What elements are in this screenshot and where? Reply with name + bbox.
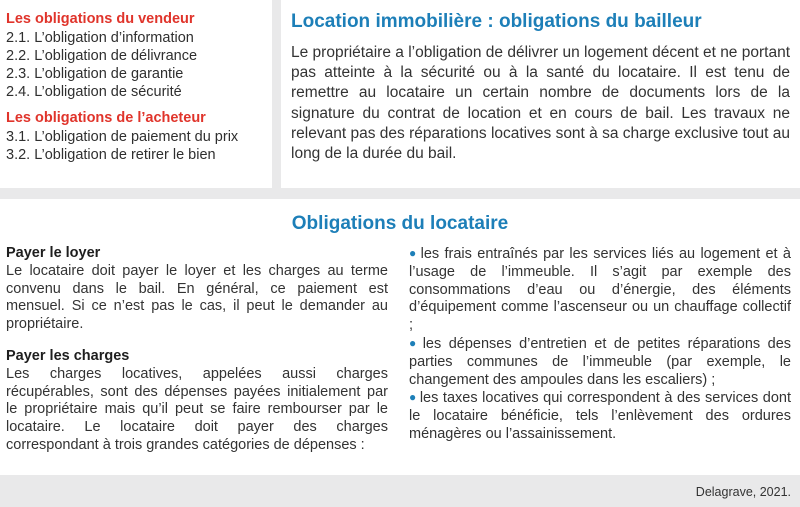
charges-text: Les charges locatives, appelées aussi charges récupérables, sont des dépenses payées initialement par le propriétaire mais qu’il peut se faire rembourser par le locataire. Le locataire doit payer des charges correspondant à trois grandes catégories de dépenses : <box>6 365 388 453</box>
charges-heading: Payer les charges <box>6 347 130 364</box>
locataire-left-column <box>6 245 388 455</box>
loyer-text: Le locataire doit payer le loyer et les charges au terme convenu dans le bail. En général, ce paiement est mensuel. Si ce n’est pas le cas, il peut le demander au propriétaire. <box>6 262 388 333</box>
bullet-text: les dépenses d’entretien et de petites réparations des parties communes de l’immeuble (par exemple, le changement des ampoules dans les escaliers) ; <box>409 335 792 388</box>
vendeur-item: 2.4. L’obligation de sécurité <box>6 84 182 100</box>
acheteur-item: 3.2. L’obligation de retirer le bien <box>6 147 216 163</box>
list-item <box>409 389 791 443</box>
bailleur-text: Le propriétaire a l’obligation de délivrer un logement décent et ne portant pas atteinte à la sécurité ou à la santé du locataire. Il est tenu de remettre au locataire un certain nombre de documents lors de la signature du contrat de location et en cours de bail. Les travaux ne relevant pas des réparations locatives sont à sa charge exclusive tout au long de la durée du bail. <box>291 44 790 163</box>
locataire-box <box>0 199 800 475</box>
vendeur-item: 2.2. L’obligation de délivrance <box>6 48 198 64</box>
locataire-title: Obligations du locataire <box>291 213 509 234</box>
bullet-icon: ● <box>409 390 417 405</box>
vendeur-item: 2.3. L’obligation de garantie <box>6 66 184 82</box>
list-item <box>409 245 791 335</box>
bullet-text: les frais entraînés par les services liés au logement et à l’usage de l’immeuble. Il s’agit par exemple des consommations d’eau ou d’énergie, des éléments d’équipement comme l’ascenseur ou un chauffage collectif ; <box>409 246 791 334</box>
bullet-text: les taxes locatives qui correspondent à des services dont le locataire bénéficie, tels l’enlèvement des ordures ménagères ou l’assainissement. <box>409 390 791 442</box>
locataire-right-column <box>409 245 791 444</box>
source-credit: Delagrave, 2021. <box>695 485 791 499</box>
bullet-icon: ● <box>409 335 420 350</box>
acheteur-heading: Les obligations de l’acheteur <box>6 110 206 126</box>
seller-buyer-obligations-box <box>0 0 272 188</box>
bailleur-title: Location immobilière : obligations du bailleur <box>291 11 702 32</box>
bullet-icon: ● <box>409 246 418 260</box>
acheteur-item: 3.1. L’obligation de paiement du prix <box>6 129 239 145</box>
list-item <box>409 335 791 389</box>
vendeur-item: 2.1. L’obligation d’information <box>6 30 194 46</box>
bailleur-box <box>281 0 800 188</box>
loyer-heading: Payer le loyer <box>6 245 101 261</box>
vendeur-heading: Les obligations du vendeur <box>6 11 195 27</box>
